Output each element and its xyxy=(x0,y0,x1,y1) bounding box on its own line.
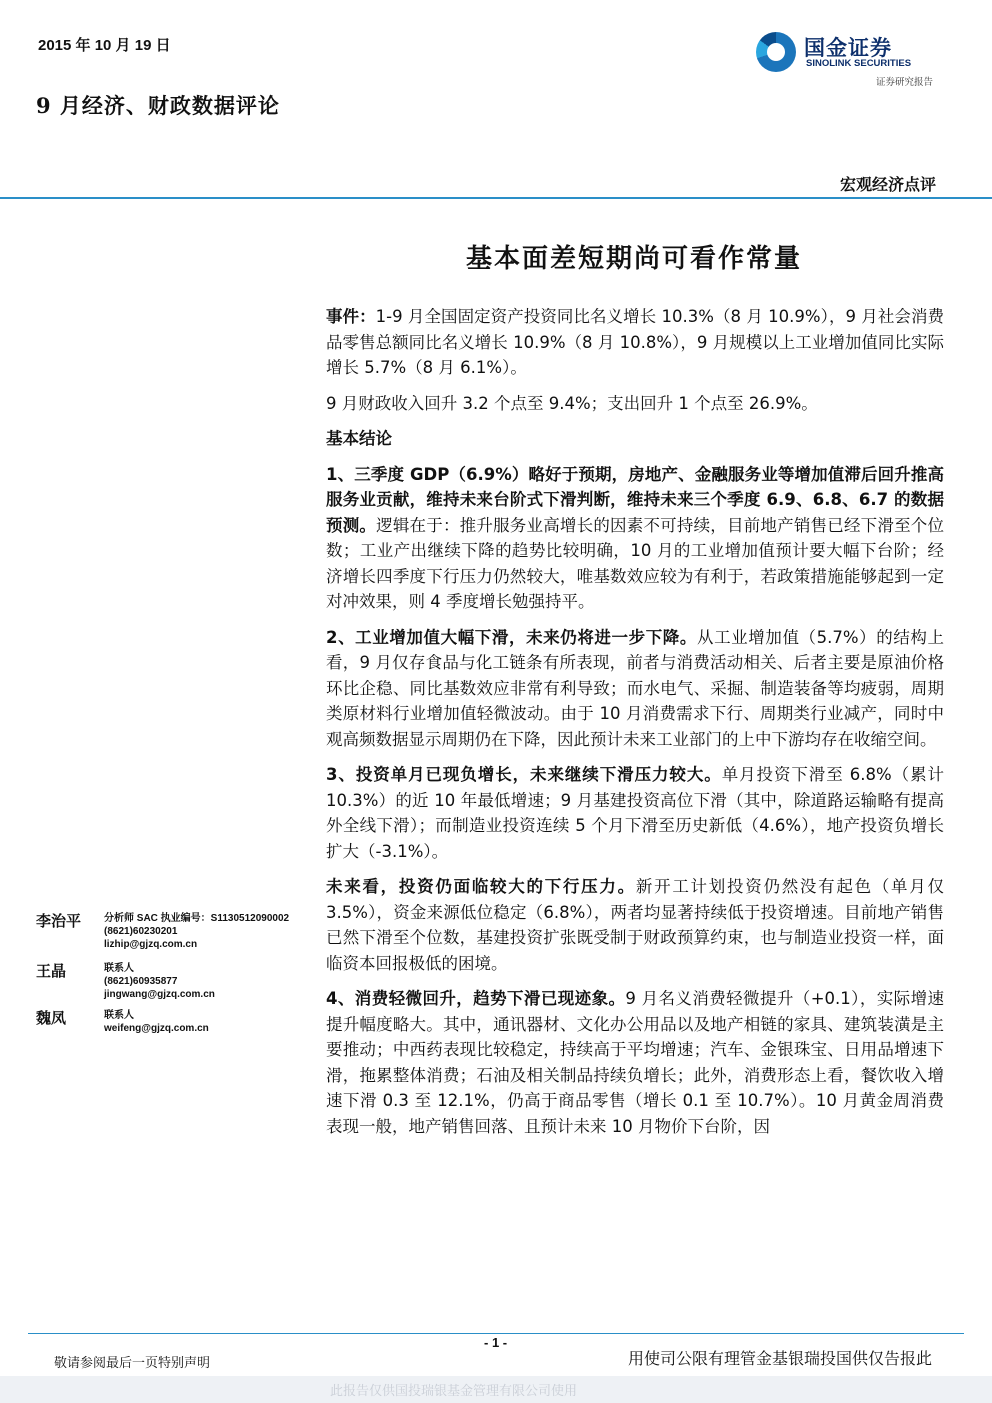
footer-disclaimer: 敬请参阅最后一页特别声明 xyxy=(54,1356,211,1371)
analyst-info xyxy=(104,962,215,1001)
event-paragraph xyxy=(326,304,944,381)
header-divider xyxy=(0,197,992,199)
logo-cn-text: 国金证券 xyxy=(804,36,892,60)
conclusion-2 xyxy=(326,625,944,753)
report-title: 9 月经济、财政数据评论 xyxy=(36,93,280,118)
analyst-sac: 分析师 SAC 执业编号：S1130512090002 xyxy=(104,913,290,924)
report-body xyxy=(326,304,944,1149)
page-number: - 1 - xyxy=(484,1335,508,1350)
analyst-name: 王晶 xyxy=(36,962,67,980)
logo-circle-icon xyxy=(756,32,796,72)
analyst-name: 魏凤 xyxy=(36,1009,67,1027)
analyst-phone: (8621)60935877 xyxy=(104,976,178,987)
conclusion-4-text: 9 月名义消费轻微提升（+0.1），实际增速提升幅度略大。其中，通讯器材、文化办公用品以及地产相链的家具、建筑装潢是主要推动；中西药表现比较稳定，持续高于平均增速；汽车、金银珠宝、日用品增速下滑，拖累整体消费；石油及相关制品持续负增长；此外，消费形态上看，餐饮收入增速下滑 0.3 至 12.1%，仍高于商品零售（增长 0.1 至 10.7%）。10 月黄金周消费表现一般，地产销售回落、且预计未来 10 月物价下台阶，因 xyxy=(326,989,945,1136)
event-text: 1-9 月全国固定资产投资同比名义增长 10.3%（8 月 10.9%），9 月社会消费品零售总额同比名义增长 10.9%（8 月 10.8%），9 月规模以上工业增加值同比实际增长 5.7%（8 月 6.1%）。 xyxy=(326,307,945,377)
conclusion-2-bold: 2、工业增加值大幅下滑，未来仍将进一步下降。 xyxy=(326,627,697,647)
event-label: 事件： xyxy=(326,307,376,326)
analyst-phone: (8621)60230201 xyxy=(104,926,178,937)
fiscal-paragraph: 9 月财政收入回升 3.2 个点至 9.4%；支出回升 1 个点至 26.9%。 xyxy=(326,393,818,413)
analyst-role: 联系人 xyxy=(104,1010,134,1021)
conclusion-1 xyxy=(326,462,944,615)
logo-en-text: SINOLINK SECURITIES xyxy=(806,58,912,69)
report-date: 2015 年 10 月 19 日 xyxy=(38,37,171,54)
conclusion-1-bold: 1、三季度 GDP（6.9%）略好于预期，房地产、金融服务业等增加值滞后回升推高服务业贡献，维持未来台阶式下滑判断，维持未来三个季度 6.9、6.8、6.7 的数据预测。 xyxy=(326,464,944,535)
analyst-email[interactable]: jingwang@gjzq.com.cn xyxy=(104,989,215,1000)
watermark-text: 此报告仅供国投瑞银基金管理有限公司使用 xyxy=(330,1384,578,1399)
footer-divider xyxy=(28,1333,964,1334)
analyst-info xyxy=(104,912,289,951)
analyst-role: 联系人 xyxy=(104,963,134,974)
logo-sub-text: 证券研究报告 xyxy=(876,77,934,88)
conclusion-3b-bold: 未来看，投资仍面临较大的下行压力。 xyxy=(326,877,636,896)
analyst-name: 李治平 xyxy=(36,912,82,930)
company-logo xyxy=(756,30,956,90)
conclusion-4-bold: 4、消费轻微回升，趋势下滑已现迹象。 xyxy=(326,989,626,1008)
conclusion-3 xyxy=(326,762,944,864)
conclusion-4 xyxy=(326,986,944,1139)
main-title: 基本面差短期尚可看作常量 xyxy=(465,244,802,274)
analyst-email[interactable]: lizhip@gjzq.com.cn xyxy=(104,939,198,950)
conclusion-heading: 基本结论 xyxy=(326,429,392,448)
conclusion-3-bold: 3、投资单月已现负增长，未来继续下滑压力较大。 xyxy=(326,765,722,784)
report-category: 宏观经济点评 xyxy=(839,175,936,194)
conclusion-3b-text: 新开工计划投资仍然没有起色（单月仅 3.5%），资金来源低位稳定（6.8%），两者均显著持续低于投资增速。目前地产销售已然下滑至个位数，基建投资扩张既受制于财政预算约束，也与制造业投资一样，面临资本回报极低的困境。 xyxy=(326,877,945,973)
footer-right-text: 用使司公限有理管金基银瑞投国供仅告报此 xyxy=(627,1349,932,1368)
conclusion-2-text: 从工业增加值（5.7%）的结构上看，9 月仅存食品与化工链条有所表现，前者与消费活动相关、后者主要是原油价格环比企稳、同比基数效应非常有利导致；而水电气、采掘、制造装备等均疲弱，周期类原材料行业增加值轻微波动。由于 10 月消费需求下行、周期类行业减产，同时中观高频数据显示周期仍在下降，因此预计未来工业部门的上中下游均存在收缩空间。 xyxy=(326,627,944,749)
conclusion-3b xyxy=(326,874,944,976)
analyst-info xyxy=(104,1009,209,1035)
analyst-email[interactable]: weifeng@gjzq.com.cn xyxy=(104,1023,209,1034)
conclusion-1-text: 逻辑在于：推升服务业高增长的因素不可持续，目前地产销售已经下滑至个位数；工业产出继续下降的趋势比较明确，10 月的工业增加值预计要大幅下台阶；经济增长四季度下行压力仍然较大，唯基数效应较为有利于，若政策措施能够起到一定对冲效果，则 4 季度增长勉强持平。 xyxy=(326,515,944,611)
conclusion-3-text: 单月投资下滑至 6.8%（累计 10.3%）的近 10 年最低增速；9 月基建投资高位下滑（其中，除道路运输略有提高外全线下滑）；而制造业投资连续 5 个月下滑至历史新低（4.6%），地产投资负增长扩大（-3.1%）。 xyxy=(326,765,944,861)
